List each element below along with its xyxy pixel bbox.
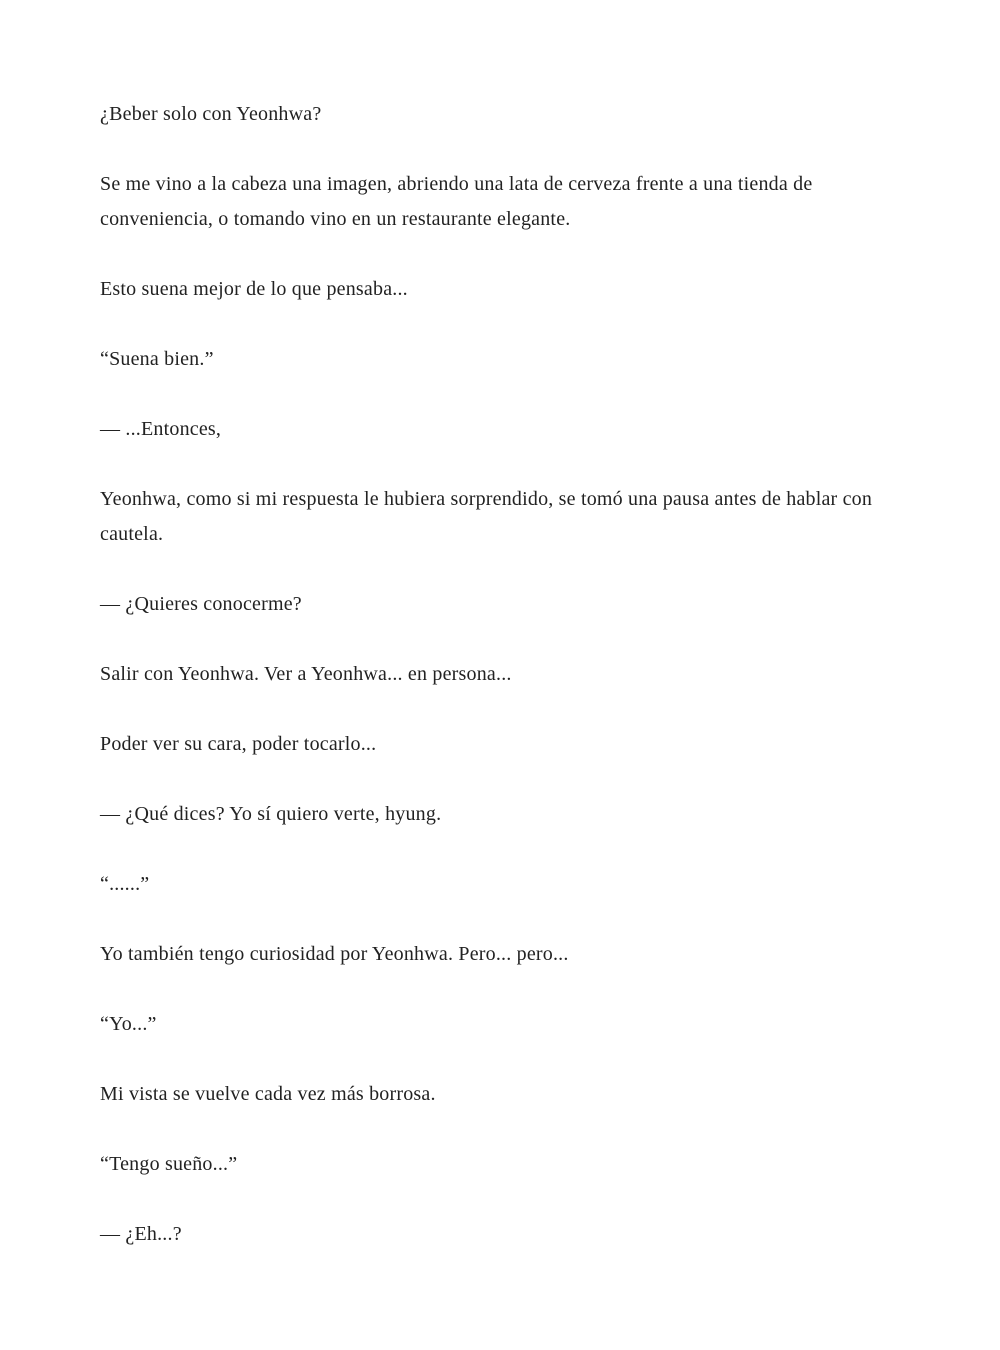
paragraph: Esto suena mejor de lo que pensaba... [100, 278, 408, 300]
paragraph: Mi vista se vuelve cada vez más borrosa. [100, 1083, 436, 1105]
paragraph: Yo también tengo curiosidad por Yeonhwa. Pero... pero... [100, 943, 569, 965]
dialogue-line: “......” [100, 873, 150, 895]
paragraph: Yeonhwa, como si mi respuesta le hubiera sorprendido, se tomó una pausa antes de hablar con cautela. [100, 488, 873, 545]
paragraph: Se me vino a la cabeza una imagen, abriendo una lata de cerveza frente a una tienda de conveniencia, o tomando vino en un restaurante elegante. [100, 173, 813, 230]
dialogue-line: “Suena bien.” [100, 348, 214, 370]
dialogue-line: — ¿Quieres conocerme? [100, 593, 302, 615]
dialogue-line: “Tengo sueño...” [100, 1153, 238, 1175]
paragraph: Poder ver su cara, poder tocarlo... [100, 733, 377, 755]
dialogue-line: — ...Entonces, [100, 418, 222, 440]
dialogue-line: — ¿Eh...? [100, 1223, 182, 1245]
paragraph: ¿Beber solo con Yeonhwa? [100, 103, 322, 125]
paragraph: Salir con Yeonhwa. Ver a Yeonhwa... en persona... [100, 663, 512, 685]
dialogue-line: — ¿Qué dices? Yo sí quiero verte, hyung. [100, 803, 442, 825]
dialogue-line: “Yo...” [100, 1013, 157, 1035]
